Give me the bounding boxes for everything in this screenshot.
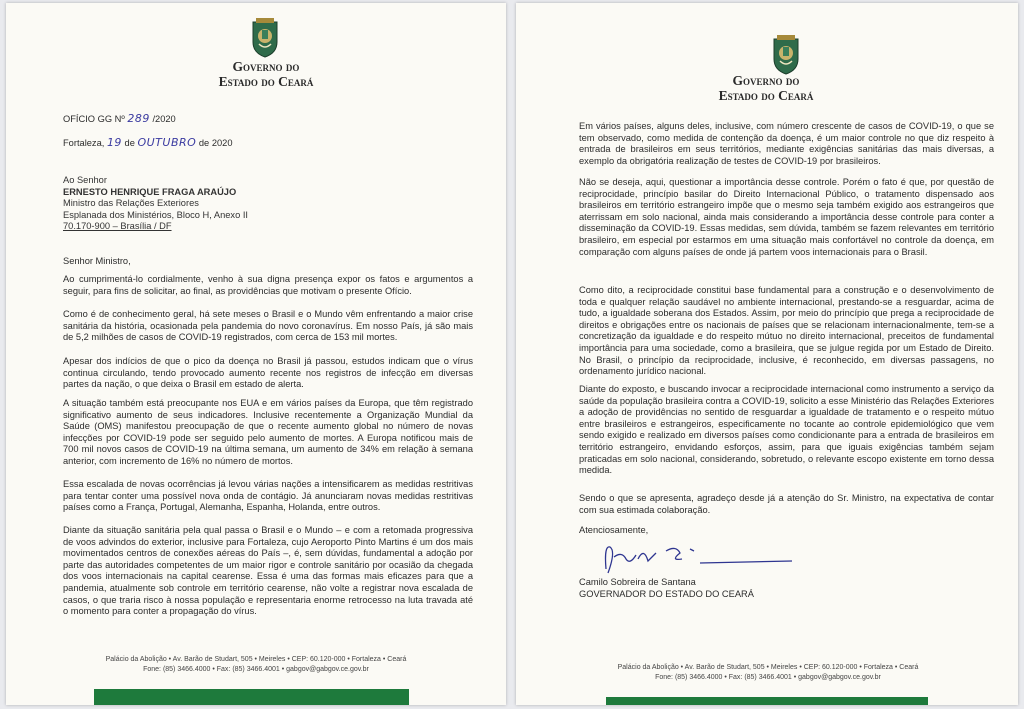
recipient-cep: 70.170-900 – Brasília / DF bbox=[63, 221, 172, 232]
p2-paragraph-1: Em vários países, alguns deles, inclusive, com número crescente de casos de COVID-19, o que se tem observado, como medida de contenção da doença, é um maior controle no que diz respeito à entrada de brasileiros em seus territórios, mediante exigências sanitárias das mais diversas, a exemplo da obrigatória realização de testes de COVID-19 por brasileiros. bbox=[579, 121, 994, 166]
footer-bar bbox=[94, 689, 409, 705]
oficio-number-line bbox=[63, 113, 263, 126]
date-day: 19 bbox=[106, 136, 122, 149]
oficio-year: /2020 bbox=[152, 114, 176, 124]
ceara-coat-of-arms-icon bbox=[250, 18, 280, 58]
recipient-role: Ministro das Relações Exteriores bbox=[63, 198, 199, 209]
signer-block bbox=[579, 577, 839, 600]
ceara-coat-of-arms-icon bbox=[771, 35, 801, 75]
header-line-2: Estado do Ceará bbox=[218, 74, 314, 89]
date-line bbox=[63, 137, 323, 150]
signer-title: GOVERNADOR DO ESTADO DO CEARÁ bbox=[579, 588, 754, 599]
footer-address bbox=[598, 663, 938, 683]
closing: Atenciosamente, bbox=[579, 525, 649, 535]
recipient-street: Esplanada dos Ministérios, Bloco H, Anexo II bbox=[63, 209, 249, 220]
p2-paragraph-2: Não se deseja, aqui, questionar a importância desse controle. Porém o fato é que, por questão de reciprocidade, princípio basilar do Direito Internacional Público, o tratamento dispensado aos brasileiros em território estrangeiro impõe que o mesmo seja também exigido aos estrangeiros que aterrissam em solo nacional, ainda mais considerando a importância desse controle para conter a disseminação da COVID-19. Essas medidas, sem dúvida, também se fazem relevantes em território brasileiro, em especial por estarmos em uma situação mais confortável no controle da doença, em comparação com alguns países de onde já partem voos internacionais para o Brasil. bbox=[579, 177, 994, 257]
date-month: OUTUBRO bbox=[137, 136, 197, 149]
p1-paragraph-3: Apesar dos indícios de que o pico da doença no Brasil já passou, estudos indicam que o vírus continua circulando, tendo provocado aumento recente nos registros de infecção em diversas partes da nação, o que deixa o Brasil em estado de alerta. bbox=[63, 356, 473, 390]
p2-paragraph-5: Sendo o que se apresenta, agradeço desde já a atenção do Sr. Ministro, na expectativa de contar com sua estimada colaboração. bbox=[579, 493, 994, 515]
date-city: Fortaleza, bbox=[63, 138, 105, 148]
footer-line-1: Palácio da Abolição • Av. Barão de Studart, 505 • Meireles • CEP: 60.120-000 • Fortaleza • Ceará bbox=[105, 656, 407, 663]
p1-paragraph-4: A situação também está preocupante nos EUA e em vários países da Europa, que têm registrado significativo aumento de seus indicadores. Inclusive recentemente a Organização Mundial da Saúde (OMS) manifestou preocupação de que o recente aumento global no número de novas infecções por COVID-19 pode ser seguido pelo aumento de mortes. A Europa notificou mais de 700 mil novos casos de COVID-19 na última semana, um aumento de 34% em relação à semana anterior, com incremento de 16% no número de mortos. bbox=[63, 398, 473, 466]
p1-paragraph-6: Diante da situação sanitária pela qual passa o Brasil e o Mundo – e com a retomada progressiva de voos advindos do exterior, inclusive para Fortaleza, cujo Aeroporto Pinto Martins é um dos mais movimentados centros de conexões aéreas do País –, é, sem dúvidas, fundamental a adoção por parte das autoridades competentes de um maior rigor e controle sanitário por ocasião da chegada dos voos internacionais na capital cearense. Essa é uma das formas mais eficazes para que a pandemia, atualmente sob controle em território cearense, não volte a registrar nova escalada de casos, o que traria risco à nossa população e representaria enorme retrocesso na luta travada até o momento para conter a propagação do vírus. bbox=[63, 525, 473, 617]
p1-paragraph-1: Ao cumprimentá-lo cordialmente, venho à sua digna presença expor os fatos e argumentos a seguir, para fins de solicitar, ao final, as providências que motivam o presente Ofício. bbox=[63, 274, 473, 296]
letter-page-2 bbox=[516, 3, 1018, 705]
p1-paragraph-2: Como é de conhecimento geral, há sete meses o Brasil e o Mundo vêm enfrentando a maior crise sanitária da história, ocasionada pela pandemia do novo coronavírus. Em nosso País, já são mais de 5,2 milhões de casos de COVID-19 registrados, com cerca de 153 mil mortes. bbox=[63, 309, 473, 343]
letter-page-1 bbox=[6, 3, 506, 705]
address-greeting: Ao Senhor bbox=[63, 175, 107, 185]
p2-paragraph-4: Diante do exposto, e buscando invocar a reciprocidade internacional como instrumento a serviço da saúde da população brasileira contra a COVID-19, solicito a esse Ministério das Relações Exteriores a adoção de providências no sentido de resguardar a igualdade de tratamento e o respeito mútuo entre brasileiros e estrangeiros, especificamente no tocante ao controle epidemiológico que vem sendo exigido e realizado em diversos países como condicionante para a entrada de brasileiros em território estrangeiro, envidando esforços, assim, para que iguais exigências também sejam praticadas em solo nacional, considerando, sobretudo, o relevante escopo existente em torno dessa medida. bbox=[579, 384, 994, 476]
oficio-number: 289 bbox=[127, 112, 150, 125]
p2-paragraph-3: Como dito, a reciprocidade constitui base fundamental para a construção e o desenvolvimento de toda e qualquer relação saudável no ambiente internacional, prestando-se a resguardar, acima de tudo, a igualdade soberana dos Estados. Assim, por meio do princípio que prega a reciprocidade de direitos e obrigações entre os nacionais de países que se relacionam internacionalmente, tem-se a concretização da igualdade e do respeito mútuo no direito internacional, preceitos de fundamental importância para uma sociedade, como a brasileira, que se julgue regida por um Estado de Direito. No Brasil, o princípio da reciprocidade, inclusive, é reconhecido, em diversas passagens, no ordenamento jurídico nacional. bbox=[579, 285, 994, 377]
header-line-1: Governo do bbox=[732, 73, 800, 88]
government-header bbox=[676, 73, 856, 103]
footer-line-1: Palácio da Abolição • Av. Barão de Studart, 505 • Meireles • CEP: 60.120-000 • Fortaleza • Ceará bbox=[617, 664, 919, 671]
recipient-address bbox=[63, 175, 363, 233]
header-line-2: Estado do Ceará bbox=[718, 88, 814, 103]
footer-bar bbox=[606, 697, 928, 705]
p1-paragraph-5: Essa escalada de novas ocorrências já levou várias nações a intensificarem as medidas restritivas para tentar conter uma possível nova onda de contágio. Já anunciaram novas medidas restritivas países como a França, Portugal, Alemanha, Espanha, Holanda, entre outros. bbox=[63, 479, 473, 513]
recipient-name: ERNESTO HENRIQUE FRAGA ARAÚJO bbox=[63, 186, 237, 197]
footer-line-2: Fone: (85) 3466.4000 • Fax: (85) 3466.4001 • gabgov@gabgov.ce.gov.br bbox=[143, 666, 369, 673]
date-year: de 2020 bbox=[198, 138, 233, 148]
footer-line-2: Fone: (85) 3466.4000 • Fax: (85) 3466.4001 • gabgov@gabgov.ce.gov.br bbox=[655, 674, 881, 681]
signer-name: Camilo Sobreira de Santana bbox=[579, 577, 696, 587]
salutation: Senhor Ministro, bbox=[63, 256, 131, 266]
oficio-prefix: OFÍCIO GG Nº bbox=[63, 114, 125, 124]
footer-address bbox=[86, 655, 426, 675]
government-header bbox=[176, 59, 356, 89]
header-line-1: Governo do bbox=[232, 59, 300, 74]
signature-icon bbox=[596, 539, 796, 579]
date-de: de bbox=[124, 138, 135, 148]
